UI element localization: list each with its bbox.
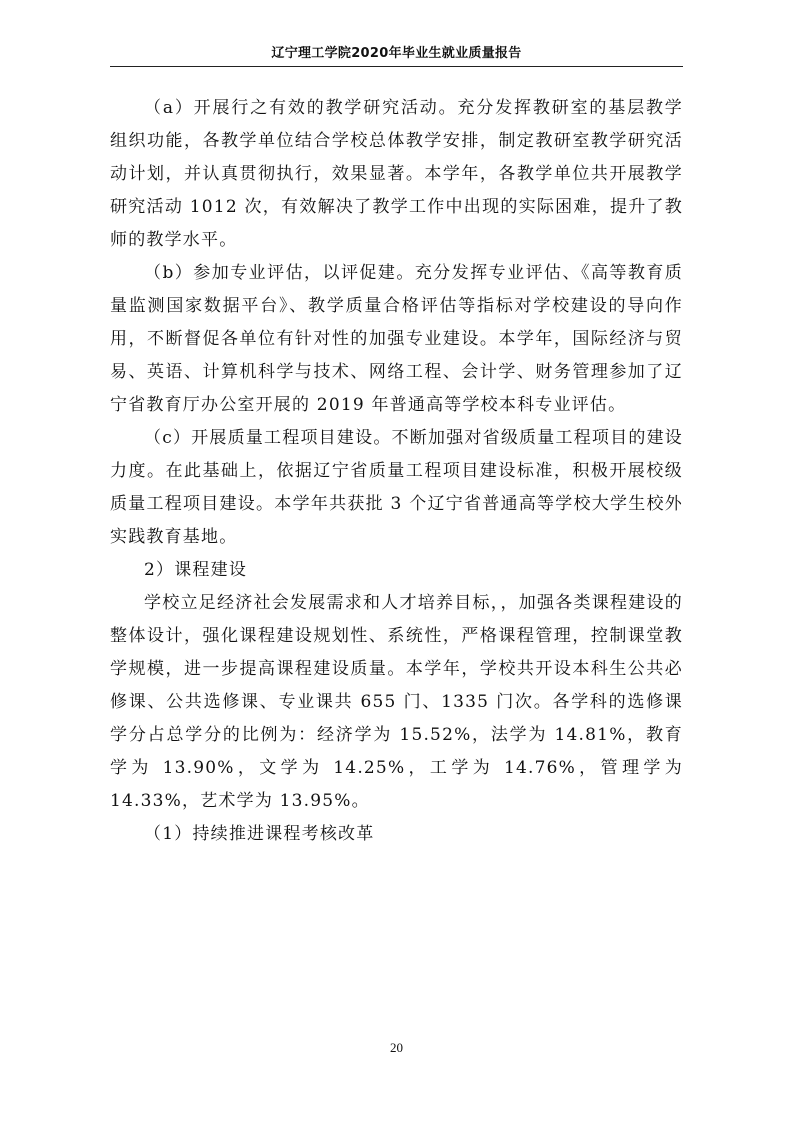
page-number: 20 [390,1040,403,1055]
paragraph-a: （a）开展行之有效的教学研究活动。充分发挥教研室的基层教学组织功能，各教学单位结合学校总体教学安排，制定教研室教学研究活动计划，并认真贯彻执行，效果显著。本学年，各教学单位共开展教学研究活动 1012 次，有效解决了教学工作中出现的实际困难，提升了教师的教学水平。 [110,98,683,250]
paragraph-course-construction: 学校立足经济社会发展需求和人才培养目标，，加强各类课程建设的整体设计，强化课程建设规划性、系统性，严格课程管理，控制课堂教学规模，进一步提高课程建设质量。本学年，学校共开设本科生公共必修课、公共选修课、专业课共 655 门、1335 门次。各学科的选修课学分占总学分的比例为：经济学为 15.52%，法学为 14.81%，教育学为 13.90%，文学为 14.25%，工学为 14.76%，管理学为 14.33%，艺术学为 13.95%。 [110,593,683,811]
paragraph-b: （b）参加专业评估，以评促建。充分发挥专业评估、《高等教育质量监测国家数据平台》、教学质量合格评估等指标对学校建设的导向作用，不断督促各单位有针对性的加强专业建设。本学年，国际经济与贸易、英语、计算机科学与技术、网络工程、会计学、财务管理参加了辽宁省教育厅办公室开展的 2019 年普通高等学校本科专业评估。 [110,263,683,415]
document-body [110,92,683,851]
paragraph-c: （c）开展质量工程项目建设。不断加强对省级质量工程项目的建设力度。在此基础上，依据辽宁省质量工程项目建设标准，积极开展校级质量工程项目建设。本学年共获批 3 个辽宁省普通高等学校大学生校外实践教育基地。 [110,428,683,547]
header-rule [110,66,683,67]
subsection-heading-assessment-reform: （1）持续推进课程考核改革 [144,824,375,844]
section-heading-course-construction: 2）课程建设 [144,560,248,580]
running-header: 辽宁理工学院2020年毕业生就业质量报告 [271,46,522,61]
